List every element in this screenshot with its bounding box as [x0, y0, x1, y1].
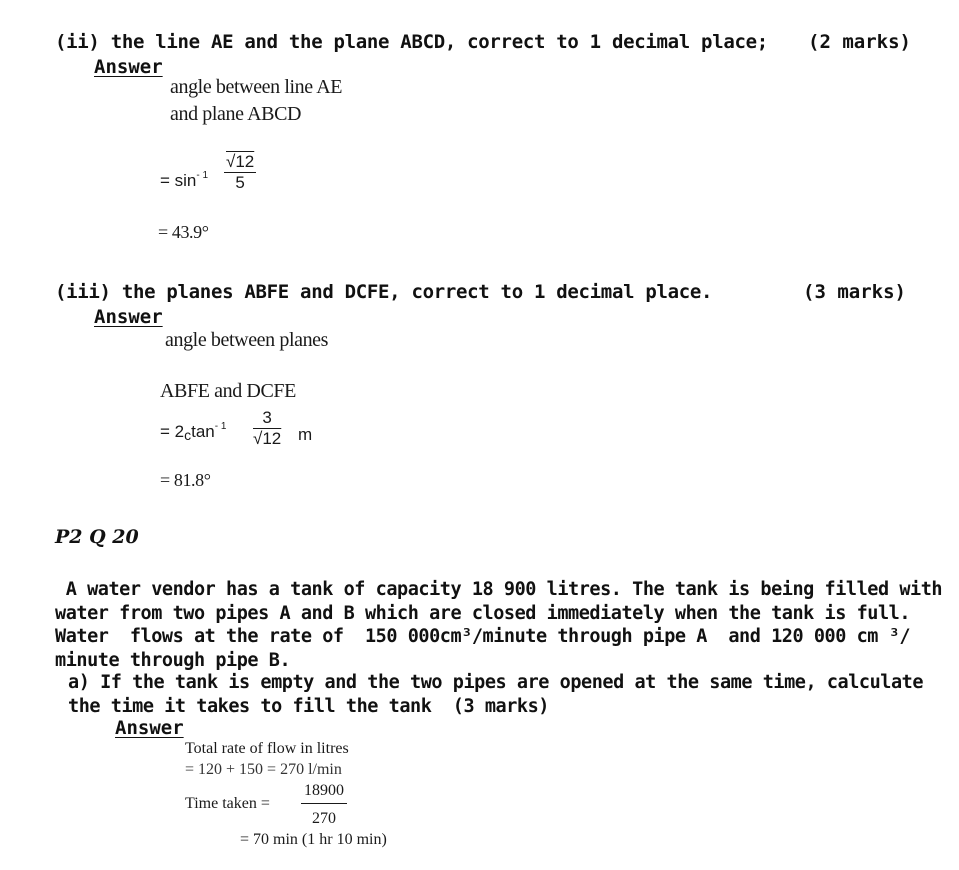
fraction-ii-numerator: √12: [226, 152, 255, 171]
fraction-ii-denominator: 5: [235, 173, 245, 192]
paragraph-line: Water flows at the rate of 150 000cm³/minute through pipe A and 120 000 cm ³/: [55, 626, 911, 647]
work-iii-line1: angle between planes: [165, 329, 329, 351]
work-a-line2: = 120 + 150 = 270 l/min: [185, 761, 342, 778]
part-a-line: a) If the tank is empty and the two pipes are opened at the same time, calculate: [68, 672, 924, 693]
part-a-question: [68, 671, 923, 718]
fraction-ii: [224, 152, 256, 193]
work-a-line1: Total rate of flow in litres: [185, 740, 349, 757]
answer-label-iii: Answer: [94, 306, 163, 328]
answer-label-ii: Answer: [94, 56, 163, 78]
expr-iii-prefix: = 2ctan$^{- 1}$: [160, 421, 227, 443]
time-taken-label: Time taken =: [185, 795, 270, 812]
fraction-a: [301, 782, 347, 828]
question-ii: (ii) the line AE and the plane ABCD, correct to 1 decimal place;: [55, 31, 768, 53]
fraction-a-numerator: 18900: [301, 782, 347, 804]
work-ii-line1: angle between line AE: [170, 76, 343, 98]
result-a: = 70 min (1 hr 10 min): [240, 831, 387, 848]
work-iii-line2: ABFE and DCFE: [160, 380, 296, 402]
expr-iii-suffix: m: [298, 425, 313, 444]
work-ii-line2: and plane ABCD: [170, 103, 302, 125]
paragraph-line: minute through pipe B.: [55, 649, 291, 671]
expr-ii-prefix: = $\sin^{- 1}$: [160, 170, 209, 190]
section-title-p2q20: P2 Q 20: [55, 526, 139, 548]
fraction-iii-numerator: 3: [253, 408, 281, 429]
marks-iii: (3 marks): [803, 281, 906, 303]
part-a-line: the time it takes to fill the tank (3 marks): [68, 695, 549, 717]
question-paragraph: [55, 578, 942, 672]
result-ii: = 43.9°: [158, 222, 209, 242]
answer-label-a: Answer: [115, 717, 184, 739]
result-iii: = 81.8°: [160, 470, 211, 490]
fraction-iii-denominator: √12: [253, 429, 282, 448]
paragraph-line: water from two pipes A and B which are closed immediately when the tank is full.: [55, 602, 911, 624]
question-iii: (iii) the planes ABFE and DCFE, correct to 1 decimal place.: [55, 281, 713, 303]
marks-ii: (2 marks): [808, 31, 911, 53]
fraction-iii: [253, 408, 281, 449]
paragraph-line: A water vendor has a tank of capacity 18 900 litres. The tank is being filled with: [55, 579, 943, 600]
fraction-a-denominator: 270: [312, 810, 336, 827]
